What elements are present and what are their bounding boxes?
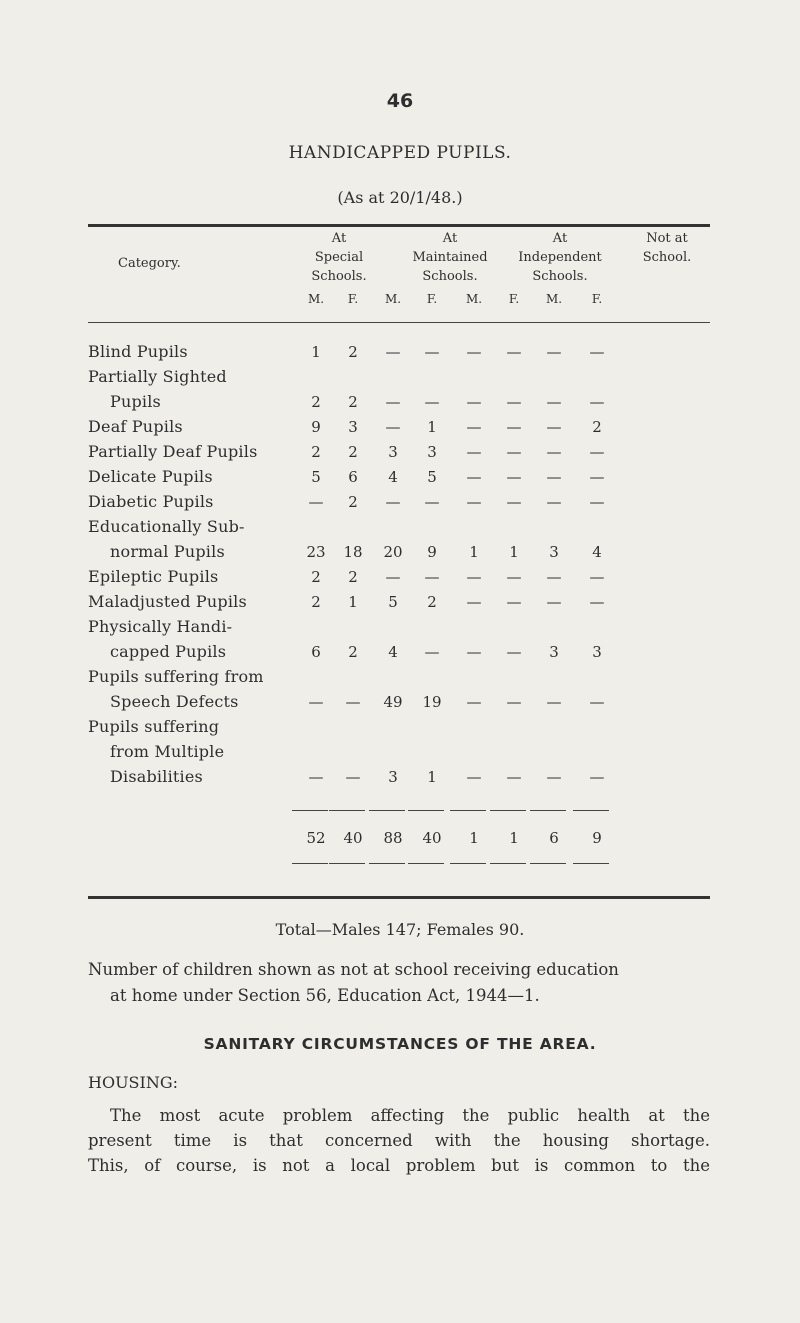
- table-cell: 20: [383, 543, 403, 561]
- table-cell: 2: [427, 593, 437, 611]
- row-label: Pupils suffering: [88, 717, 220, 736]
- table-cell: 3: [549, 543, 559, 561]
- row-label: Diabetic Pupils: [88, 492, 214, 511]
- table-cell: —: [466, 593, 482, 611]
- table-cell: —: [589, 693, 605, 711]
- total-separator-rule: [369, 863, 405, 864]
- row-label: Disabilities: [110, 767, 203, 786]
- table-cell: 1: [311, 343, 321, 361]
- table-cell: —: [466, 768, 482, 786]
- table-cell: —: [506, 493, 522, 511]
- table-cell: 2: [348, 493, 358, 511]
- housing-heading: HOUSING:: [88, 1073, 179, 1092]
- table-cell: —: [506, 643, 522, 661]
- table-cell: —: [385, 343, 401, 361]
- total-separator-rule: [450, 863, 486, 864]
- table-cell: —: [424, 343, 440, 361]
- note-paragraph: [88, 957, 710, 1009]
- table-cell: —: [345, 768, 361, 786]
- table-cell: —: [424, 568, 440, 586]
- table-cell: —: [308, 693, 324, 711]
- table-cell: 2: [348, 393, 358, 411]
- paragraph-line: present time is that concerned with the housing shortage.: [88, 1131, 710, 1150]
- table-cell: 1: [509, 543, 519, 561]
- row-label: capped Pupils: [110, 642, 227, 661]
- total-separator-rule: [408, 863, 444, 864]
- table-cell: —: [506, 768, 522, 786]
- total-cell: 9: [592, 829, 602, 847]
- row-label: Blind Pupils: [88, 342, 188, 361]
- table-cell: 4: [388, 643, 398, 661]
- table-cell: —: [345, 693, 361, 711]
- table-cell: —: [546, 493, 562, 511]
- total-cell: 1: [469, 829, 479, 847]
- table-cell: —: [466, 393, 482, 411]
- table-cell: —: [385, 418, 401, 436]
- table-cell: —: [546, 693, 562, 711]
- table-cell: 2: [592, 418, 602, 436]
- table-cell: —: [589, 493, 605, 511]
- table-cell: 49: [383, 693, 403, 711]
- page-title: HANDICAPPED PUPILS.: [288, 143, 512, 163]
- table-cell: —: [546, 443, 562, 461]
- row-label: Epileptic Pupils: [88, 567, 219, 586]
- table-cell: 1: [427, 418, 437, 436]
- total-cell: 1: [509, 829, 519, 847]
- table-cell: 6: [311, 643, 321, 661]
- table-cell: 19: [422, 693, 442, 711]
- table-bottom-rule: [88, 896, 710, 899]
- total-separator-rule: [369, 810, 405, 811]
- table-cell: 2: [311, 393, 321, 411]
- table-cell: —: [589, 343, 605, 361]
- sub-header: M.: [465, 292, 483, 306]
- table-cell: —: [385, 568, 401, 586]
- row-label: Partially Deaf Pupils: [88, 442, 258, 461]
- total-separator-rule: [292, 863, 328, 864]
- table-cell: —: [546, 768, 562, 786]
- table-cell: —: [424, 643, 440, 661]
- table-cell: —: [424, 393, 440, 411]
- table-cell: —: [424, 493, 440, 511]
- table-cell: —: [589, 393, 605, 411]
- row-label: Pupils suffering from: [88, 667, 264, 686]
- total-separator-rule: [573, 863, 609, 864]
- total-cell: 88: [383, 829, 403, 847]
- table-cell: 2: [311, 443, 321, 461]
- sub-header: M.: [384, 292, 402, 306]
- total-separator-rule: [292, 810, 328, 811]
- table-cell: 9: [311, 418, 321, 436]
- table-cell: —: [506, 343, 522, 361]
- table-cell: —: [308, 493, 324, 511]
- total-cell: 40: [422, 829, 442, 847]
- category-header: Category.: [118, 256, 181, 271]
- table-cell: 3: [427, 443, 437, 461]
- table-cell: 3: [549, 643, 559, 661]
- table-cell: 23: [306, 543, 326, 561]
- table-cell: —: [466, 493, 482, 511]
- page-number: 46: [386, 90, 414, 112]
- total-cell: 6: [549, 829, 559, 847]
- page-subtitle: (As at 20/1/48.): [337, 188, 463, 207]
- table-cell: 2: [348, 343, 358, 361]
- group-header-independent: At Independent Schools.: [518, 231, 602, 284]
- table-cell: —: [466, 343, 482, 361]
- row-label: Partially Sighted: [88, 367, 227, 386]
- table-cell: —: [589, 593, 605, 611]
- table-cell: 2: [348, 568, 358, 586]
- table-cell: 2: [348, 643, 358, 661]
- table-cell: 2: [311, 593, 321, 611]
- table-cell: —: [589, 568, 605, 586]
- table-cell: —: [506, 693, 522, 711]
- table-cell: —: [506, 418, 522, 436]
- table-cell: —: [546, 468, 562, 486]
- group-header-maintained: At Maintained Schools.: [412, 231, 488, 284]
- table-cell: —: [385, 393, 401, 411]
- table-cell: 18: [343, 543, 363, 561]
- table-cell: —: [546, 343, 562, 361]
- total-separator-rule: [490, 863, 526, 864]
- table-cell: —: [506, 568, 522, 586]
- table-cell: 1: [469, 543, 479, 561]
- table-cell: —: [589, 468, 605, 486]
- note-line: at home under Section 56, Education Act, 1944—1.: [110, 986, 540, 1005]
- table-cell: 5: [388, 593, 398, 611]
- table-cell: —: [466, 568, 482, 586]
- table-cell: —: [546, 393, 562, 411]
- table-cell: —: [589, 768, 605, 786]
- row-label: Speech Defects: [110, 692, 239, 711]
- row-label: from Multiple: [110, 742, 225, 761]
- row-label: normal Pupils: [110, 542, 225, 561]
- table-cell: —: [546, 568, 562, 586]
- table-cell: —: [506, 468, 522, 486]
- table-cell: —: [385, 493, 401, 511]
- total-separator-rule: [450, 810, 486, 811]
- total-line: Total—Males 147; Females 90.: [275, 920, 525, 939]
- header-bottom-rule: [88, 322, 710, 323]
- row-label: Physically Handi-: [88, 617, 233, 636]
- paragraph-line: The most acute problem affecting the public health at the: [110, 1106, 710, 1125]
- table-cell: 2: [348, 443, 358, 461]
- total-separator-rule: [329, 863, 365, 864]
- row-label: Educationally Sub-: [88, 517, 245, 536]
- row-label: Maladjusted Pupils: [88, 592, 247, 611]
- table-cell: —: [506, 443, 522, 461]
- total-separator-rule: [530, 863, 566, 864]
- table-cell: 1: [348, 593, 358, 611]
- table-cell: 4: [592, 543, 602, 561]
- total-cell: 40: [343, 829, 363, 847]
- total-separator-rule: [329, 810, 365, 811]
- table-cell: —: [466, 693, 482, 711]
- table-cell: —: [466, 443, 482, 461]
- table-cell: 3: [388, 443, 398, 461]
- group-header-special: At Special Schools.: [311, 231, 367, 284]
- table-cell: 3: [592, 643, 602, 661]
- table-cell: 9: [427, 543, 437, 561]
- sub-header: M.: [545, 292, 563, 306]
- table-cell: 5: [427, 468, 437, 486]
- sub-header: F.: [426, 292, 438, 306]
- table-cell: —: [506, 393, 522, 411]
- table-cell: —: [546, 593, 562, 611]
- note-line: Number of children shown as not at school receiving education: [88, 960, 619, 979]
- table-top-rule: [88, 224, 710, 227]
- housing-paragraph: [88, 1103, 710, 1178]
- table-cell: 5: [311, 468, 321, 486]
- total-separator-rule: [490, 810, 526, 811]
- table-cell: 3: [388, 768, 398, 786]
- table-cell: —: [466, 418, 482, 436]
- sub-header: M.: [307, 292, 325, 306]
- table-cell: —: [546, 418, 562, 436]
- row-label: Pupils: [110, 392, 161, 411]
- section-heading: SANITARY CIRCUMSTANCES OF THE AREA.: [203, 1035, 597, 1053]
- table-cell: —: [466, 643, 482, 661]
- total-separator-rule: [408, 810, 444, 811]
- table-cell: —: [506, 593, 522, 611]
- sub-header: F.: [591, 292, 603, 306]
- row-label: Deaf Pupils: [88, 417, 183, 436]
- table-cell: 1: [427, 768, 437, 786]
- table-cell: 3: [348, 418, 358, 436]
- table-cell: 2: [311, 568, 321, 586]
- total-cell: 52: [306, 829, 326, 847]
- table-cell: —: [466, 468, 482, 486]
- row-label: Delicate Pupils: [88, 467, 213, 486]
- group-header-not-at-school: Not at School.: [642, 231, 692, 265]
- total-separator-rule: [530, 810, 566, 811]
- table-cell: 6: [348, 468, 358, 486]
- sub-header: F.: [508, 292, 520, 306]
- total-separator-rule: [573, 810, 609, 811]
- paragraph-line: This, of course, is not a local problem but is common to the: [88, 1156, 710, 1175]
- table-cell: —: [308, 768, 324, 786]
- table-cell: 4: [388, 468, 398, 486]
- table-cell: —: [589, 443, 605, 461]
- sub-header: F.: [347, 292, 359, 306]
